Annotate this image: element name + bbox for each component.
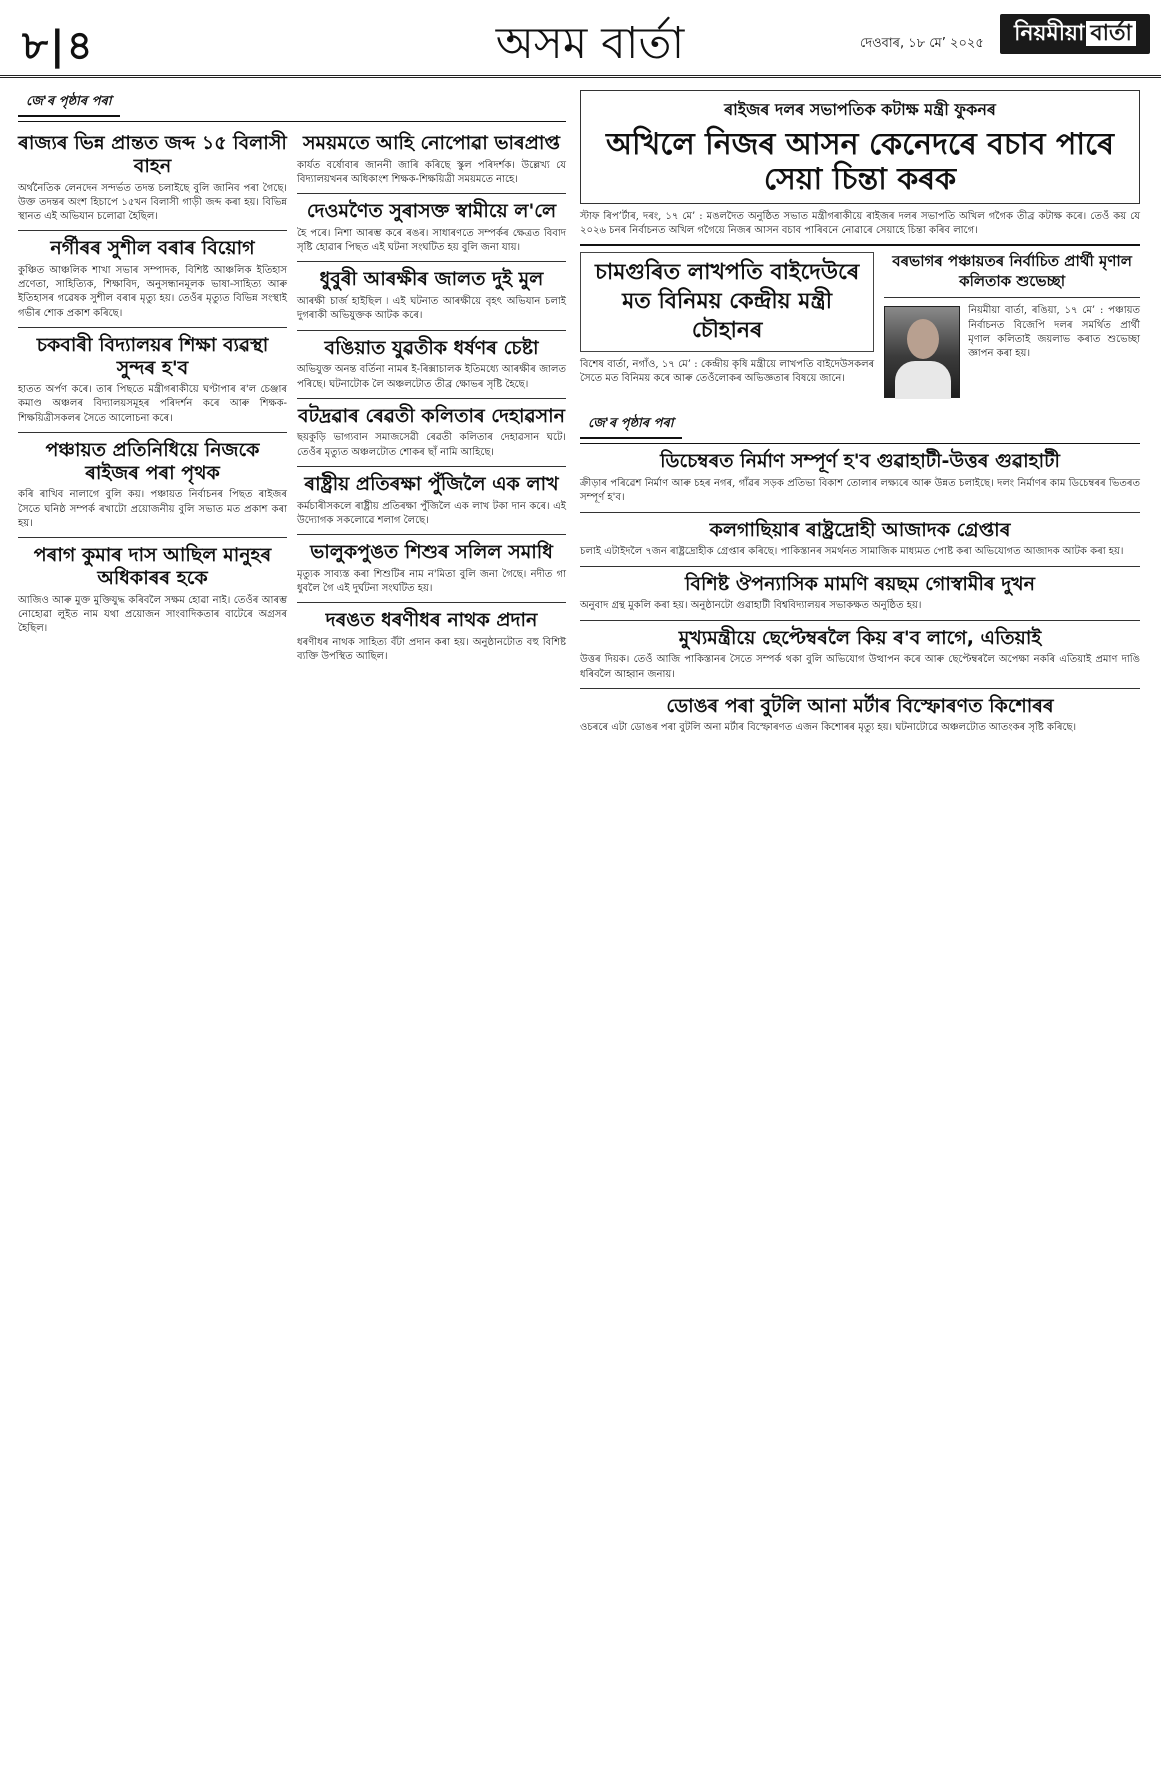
divider	[18, 327, 287, 328]
divider	[580, 688, 1140, 689]
divider	[884, 297, 1140, 298]
candidate-headline: বৰভাগৰ পঞ্চায়তৰ নিৰ্বাচিত প্ৰাৰ্থী মৃণাল কলিতাক শুভেচ্ছা	[892, 252, 1132, 290]
article-defence-fund: কৰ্মচাৰীসকলে ৰাষ্ট্ৰীয় প্ৰতিৰক্ষা পুঁজিলৈ এক লাখ টকা দান কৰে। এই উদ্যোগক সকলোৱে শলাগ লৈছে।	[297, 500, 566, 526]
candidate-article: নিয়মীয়া বাৰ্তা, ৰঙিয়া, ১৭ মে’ : পঞ্চায়ত নিৰ্বাচনত বিজেপি দলৰ সমৰ্থিত প্ৰাৰ্থী মৃণাল কলিতাই জয়লাভ কৰাত শুভেচ্ছা জ্ঞাপন কৰা হয়।	[968, 305, 1140, 359]
headline-obituary: নৰ্গীৰৰ সুশীল বৰাৰ বিয়োগ	[50, 237, 255, 260]
right-split	[580, 252, 1140, 402]
continued-tag: জে'ৰ পৃষ্ঠাৰ পৰা	[580, 412, 682, 439]
article-parag: আজিও আৰু মুক্ত মুক্তিযুদ্ধ কৰিবলৈ সক্ষম হোৱা নাই। তেওঁৰ আৰম্ভ নোহোৱা লুইত নাম যথা প্ৰয়োজন সাংবাদিকতাৰ বাটেৰে অগ্ৰসৰ হৈছিল।	[18, 594, 287, 634]
divider	[297, 398, 566, 399]
right-half	[580, 90, 1140, 736]
article-darrang: ধৰণীধৰ নাথক সাহিত্য বঁটা প্ৰদান কৰা হয়। অনুষ্ঠানটোত বহু বিশিষ্ট ব্যক্তি উপস্থিত আছিল।	[297, 637, 566, 663]
headline-inspector: সময়মতে আহি নোপোৱা ভাৰপ্ৰাপ্ত	[302, 132, 561, 154]
article-panchayat: কৰি ৰাখিব নালাগে বুলি কয়। পঞ্চায়ত নিৰ্বাচনৰ পিছত ৰাইজৰ সৈতে ঘনিষ্ঠ সম্পৰ্ক ৰখাটো প্ৰয়োজনীয় বুলি সভাত মত প্ৰকাশ কৰা হয়।	[18, 489, 287, 529]
photo-shirt	[895, 361, 951, 399]
headline-arrest: কলগাছিয়াৰ ৰাষ্ট্ৰদ্ৰোহী আজাদক গ্ৰেপ্তাৰ	[709, 518, 1011, 541]
headline-defence-fund: ৰাষ্ট্ৰীয় প্ৰতিৰক্ষা পুঁজিলৈ এক লাখ	[304, 472, 559, 495]
issue-date: দেওবাৰ, ১৮ মে’ ২০২৫	[860, 36, 984, 51]
lakhpati-headline: চামগুৰিত লাখপতি বাইদেউৰে মত বিনিময় কেন্দ্ৰীয় মন্ত্ৰী চৌহানৰ	[580, 252, 874, 352]
divider	[18, 537, 287, 538]
photo-face	[907, 319, 939, 359]
lead-article: স্টাফ ৰিপ’ৰ্টাৰ, দৰং, ১৭ মে’ : মঙলদৈত অনুষ্ঠিত সভাত মন্ত্ৰীগৰাকীয়ে ৰাইজৰ দলৰ সভাপতি অখিল গগৈক তীব্ৰ কটাক্ষ কৰে। তেওঁ কয় যে ২০২৬ চনৰ নিৰ্বাচনত অখিল গগৈয়ে নিজৰ আসন বচাব পাৰিবনে নোৱাৰে সেয়াহে চিন্তা কৰিব লাগে।	[580, 211, 1140, 237]
left-col-2	[297, 128, 566, 664]
brand-logo	[1000, 14, 1150, 54]
lakhpati-article: বিশেষ বাৰ্তা, নগাঁও, ১৭ মে’ : কেন্দ্ৰীয় কৃষি মন্ত্ৰীয়ে লাখপতি বাইদেউসকলৰ সৈতে মত বিনিময় কৰে আৰু তেওঁলোকৰ অভিজ্ঞতাৰ বিষয়ে জানে।	[580, 359, 875, 385]
divider	[18, 230, 287, 231]
page-number: ৮|৪	[22, 23, 95, 69]
headline-mamoni: বিশিষ্ট ঔপন্যাসিক মামণি ৰয়ছম গোস্বামীৰ দুখন	[685, 572, 1035, 595]
divider	[297, 261, 566, 262]
article-bridge: ক্ৰীড়াৰ পৰিৱেশ নিৰ্মাণ আৰু চহৰ নগৰ, গাঁৱৰ সড়ক প্ৰতিভা বিকাশ তোলাৰ লক্ষ্যৰে আৰু উন্নত চলাইছে। দলং নিৰ্মাণৰ কাম ডিচেম্বৰৰ ভিতৰত সম্পূৰ্ণ হ'ব।	[580, 478, 1140, 504]
lakhpati-story	[580, 252, 874, 402]
headline-rewati: বটদ্ৰৱাৰ ৰেৱতী কলিতাৰ দেহাৱসান	[298, 404, 565, 427]
headline-dewmoni: দেওমণৈত সুৰাসক্ত স্বামীয়ে ল'লে	[306, 200, 557, 223]
divider	[297, 466, 566, 467]
left-col-1	[18, 128, 287, 664]
headline-dhubri: ধুবুৰী আৰক্ষীৰ জালত দুই মুল	[319, 268, 544, 291]
divider	[297, 534, 566, 535]
headline-parag: পৰাগ কুমাৰ দাস আছিল মানুহৰ অধিকাৰৰ হকে	[33, 544, 272, 589]
divider	[580, 244, 1140, 246]
section-title: অসম বাৰ্তা	[495, 18, 685, 69]
continued-bar	[580, 412, 1140, 444]
article-rewati: ছয়কুড়ি ভাগ্যবান সমাজসেৱী ৰেৱতী কলিতাৰ দেহাৱসান ঘটে। তেওঁৰ মৃত্যুত অঞ্চলটোত শোকৰ ছাঁ নামি আহিছে।	[297, 432, 566, 458]
headline-vehicles: ৰাজ্যৰ ভিন্ন প্ৰান্তত জব্দ ১৫ বিলাসী বাহন	[18, 132, 287, 177]
lead-headline: অখিলে নিজৰ আসন কেনেদৰে বচাব পাৰে সেয়া চিন্তা কৰক	[606, 127, 1114, 197]
divider	[580, 512, 1140, 513]
continued-bar	[18, 90, 566, 122]
brand-text-a: নিয়মীয়া	[1014, 21, 1085, 46]
headline-darrang: দৰঙত ধৰণীধৰ নাথক প্ৰদান	[325, 609, 538, 632]
brand-text-b: বাৰ্তা	[1086, 21, 1136, 46]
lead-story	[580, 90, 1140, 204]
article-vehicles: অৰ্থনৈতিক লেনদেন সন্দৰ্ভত তদন্ত চলাইছে বুলি জানিব পৰা গৈছে। উক্ত তদন্তৰ অংশ হিচাপে ১৫খন বিলাসী গাড়ী জব্দ কৰা হয়। বিভিন্ন স্থানত এই অভিযান চলোৱা হৈছিল।	[18, 182, 287, 222]
continued-tag: জে'ৰ পৃষ্ঠাৰ পৰা	[18, 90, 120, 117]
candidate-story	[884, 252, 1140, 402]
lead-kicker: ৰাইজৰ দলৰ সভাপতিক কটাক্ষ মন্ত্ৰী ফুকনৰ	[724, 100, 996, 119]
headline-mortar: ডোঙৰ পৰা বুটলি আনা মৰ্টাৰ বিস্ফোৰণত কিশোৰৰ	[666, 694, 1054, 717]
article-bangia: অভিযুক্ত অনন্ত বৰ্তিনা নামৰ ই-ৰিক্সাচালক ইতিমধ্যে আৰক্ষীৰ জালত পৰিছে। ঘটনাটোক লৈ অঞ্চলটোত তীব্ৰ ক্ষোভৰ সৃষ্টি হৈছে।	[297, 364, 566, 390]
article-school: হাতত অৰ্পণ কৰে। তাৰ পিছতে মন্ত্ৰীগৰাকীয়ে ঘণ্টাপাৰ ৰ'ল চেঞ্জাৰ কমাণ্ড অঞ্চলৰ বিদ্যালয়সমূহৰ পৰিদৰ্শন কৰে আৰু শিক্ষক-শিক্ষয়িত্ৰীসকলৰ সৈতে আলোচনা কৰে।	[18, 384, 287, 424]
article-arrest: চলাই এটাইদলৈ ৭জন ৰাষ্ট্ৰদ্ৰোহীক গ্ৰেপ্তাৰ কৰিছে। পাকিস্তানৰ সমৰ্থনত সামাজিক মাধ্যমত পোষ্ট কৰা অভিযোগত আজাদক আটক কৰা হয়।	[580, 546, 1124, 558]
article-mortar: ওচৰৰে এটা ডোঙৰ পৰা বুটলি অনা মৰ্টাৰ বিস্ফোৰণত এজন কিশোৰৰ মৃত্যু হয়। ঘটনাটোৱে অঞ্চলটোত আতংকৰ সৃষ্টি কৰিছে।	[580, 722, 1077, 734]
left-columns	[18, 128, 566, 664]
article-chief-minister: উত্তৰ দিয়ক। তেওঁ আজি পাকিস্তানৰ সৈতে সম্পৰ্ক থকা বুলি অভিযোগ উত্থাপন কৰে আৰু ছেপ্টেম্বৰলৈ অপেক্ষা নকৰি এতিয়াই প্ৰমাণ দাঙি ধৰিবলৈ আহ্বান জনায়।	[580, 654, 1140, 680]
article-mamoni: অনুবাদ গ্ৰন্থ মুকলি কৰা হয়। অনুষ্ঠানটো গুৱাহাটী বিশ্ববিদ্যালয়ৰ সভাকক্ষত অনুষ্ঠিত হয়।	[580, 600, 922, 612]
headline-panchayat: পঞ্চায়ত প্ৰতিনিধিয়ে নিজকে ৰাইজৰ পৰা পৃথক	[45, 438, 260, 484]
divider	[297, 330, 566, 331]
article-inspector: কাৰ্যত বৰ্ষোবাৰ জাননী জাৰি কৰিছে স্কুল পৰিদৰ্শক। উল্লেখ্য যে বিদ্যালয়খনৰ অধিকাংশ শিক্ষক-শিক্ষয়িত্ৰী সময়মতে নাহে।	[297, 159, 566, 185]
divider	[580, 620, 1140, 621]
article-drowning: মৃত্যুক সাব্যস্ত কৰা শিশুটিৰ নাম ন'মিতা বুলি জনা গৈছে। নদীত গা ধুবলৈ গৈ এই দুৰ্ঘটনা সংঘটিত হয়।	[297, 568, 566, 595]
left-half	[18, 90, 566, 664]
article-dewmoni: হৈ পৰে। নিশা আৰম্ভ কৰে ৰঙৰ। সাধাৰণতে সম্পৰ্কৰ ক্ষেত্ৰত বিবাদ সৃষ্টি হোৱাৰ পিছত এই ঘটনা সংঘটিত হয় বুলি জনা যায়।	[297, 227, 566, 254]
masthead	[0, 0, 1161, 78]
divider	[18, 432, 287, 433]
headline-chief-minister: মুখ্যমন্ত্ৰীয়ে ছেপ্টেম্বৰলৈ কিয় ৰ'ব লাগে, এতিয়াই	[678, 626, 1042, 649]
headline-bridge: ডিচেম্বৰত নিৰ্মাণ সম্পূৰ্ণ হ'ব গুৱাহাটী-উত্তৰ গুৱাহাটী	[660, 450, 1060, 473]
headline-bangia: বঙিয়াত যুৱতীক ধৰ্ষণৰ চেষ্টা	[324, 336, 539, 359]
article-obituary: কুঞ্চিত আঞ্চলিক শাখা সভাৰ সম্পাদক, বিশিষ্ট আঞ্চলিক ইতিহাস প্ৰণেতা, সাহিত্যিক, শিক্ষাবিদ, অনুসন্ধানমূলক ভাষা-সাহিত্য আৰু ইতিহাসৰ গৱেষক সুশীল বৰাৰ মৃত্যু হয়। তেওঁৰ মৃত্যুত বিভিন্ন সংস্থাই গভীৰ শোক প্ৰকাশ কৰিছে।	[18, 264, 287, 319]
divider	[580, 566, 1140, 567]
candidate-photo	[884, 306, 960, 398]
headline-school: চকবাৰী বিদ্যালয়ৰ শিক্ষা ব্যৱস্থা সুন্দৰ হ'ব	[36, 333, 269, 379]
divider	[297, 193, 566, 194]
headline-drowning: ভালুকপুঙত শিশুৰ সলিল সমাধি	[310, 541, 553, 564]
divider	[297, 602, 566, 603]
article-dhubri: আৰক্ষী চাৰ্জ হাইছিল ৷ এই ঘটনাত আৰক্ষীয়ে বৃহৎ অভিযান চলাই দুগৰাকী অভিযুক্তক আটক কৰে।	[297, 296, 566, 322]
